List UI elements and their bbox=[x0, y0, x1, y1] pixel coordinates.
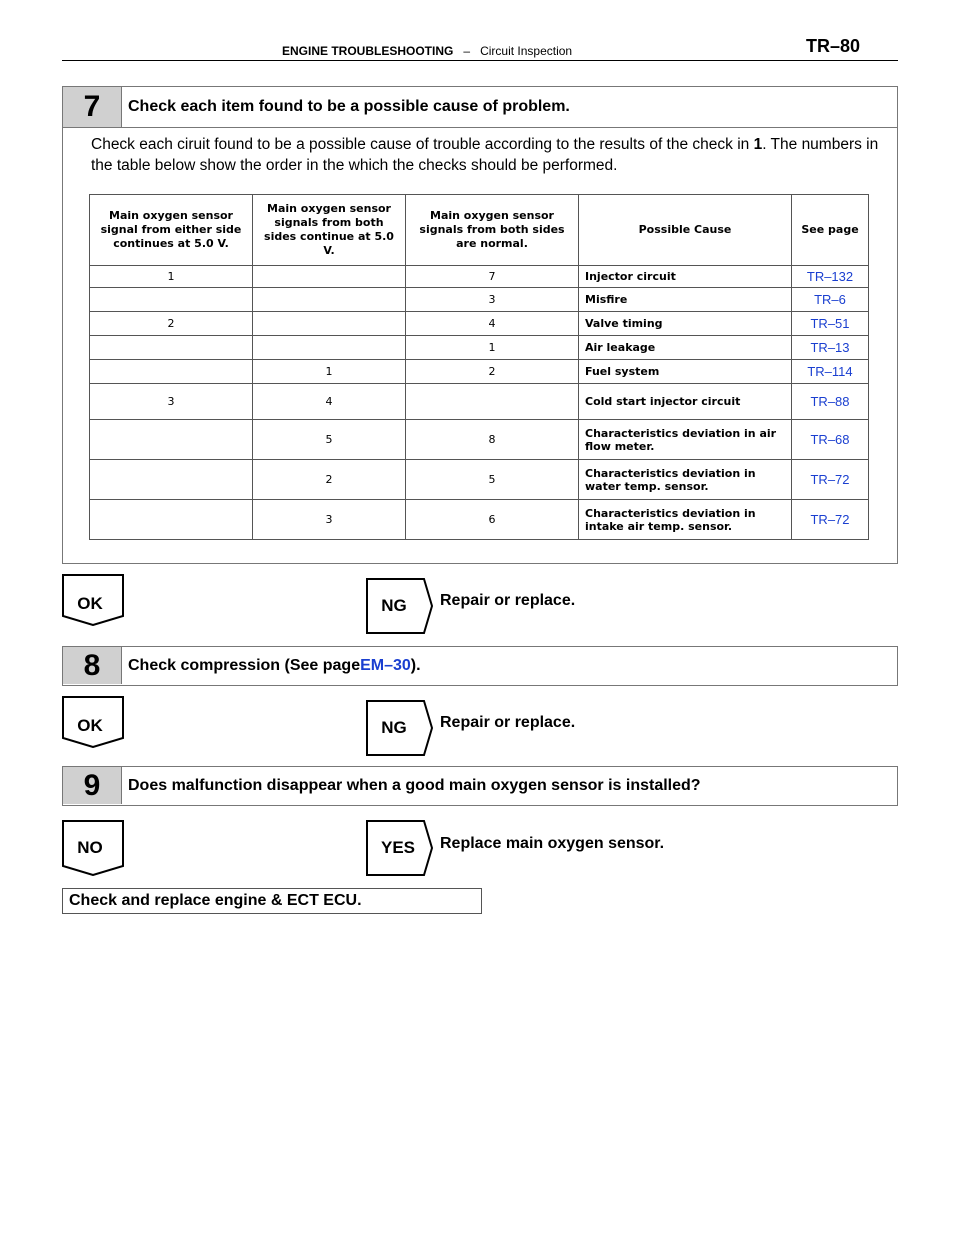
cell-cause: Characteristics deviation in water temp. sensor. bbox=[579, 460, 792, 500]
action-replace-sensor: Replace main oxygen sensor. bbox=[440, 835, 665, 852]
cell-both-5v: 2 bbox=[253, 460, 406, 500]
ng-tag bbox=[366, 700, 426, 760]
em-30-link[interactable]: EM–30 bbox=[360, 656, 411, 674]
header-section: ENGINE TROUBLESHOOTING bbox=[282, 44, 454, 58]
cell-either bbox=[90, 360, 253, 384]
cell-cause: Valve timing bbox=[579, 312, 792, 336]
action-repair-or-replace: Repair or replace. bbox=[440, 592, 576, 609]
step-8-title bbox=[122, 647, 421, 684]
cell-either bbox=[90, 500, 253, 540]
step-9-title: Does malfunction disappear when a good main oxygen sensor is installed? bbox=[128, 776, 701, 794]
step-9-number: 9 bbox=[63, 767, 122, 804]
final-action-box: Check and replace engine & ECT ECU. bbox=[62, 888, 482, 914]
page-link[interactable]: TR–51 bbox=[792, 312, 869, 336]
cell-cause: Air leakage bbox=[579, 336, 792, 360]
page-link[interactable]: TR–72 bbox=[792, 500, 869, 540]
cell-cause: Characteristics deviation in air flow meter. bbox=[579, 420, 792, 460]
header-title bbox=[282, 44, 572, 58]
cell-both-normal: 7 bbox=[406, 266, 579, 288]
header-subsection: Circuit Inspection bbox=[480, 44, 573, 58]
cell-either bbox=[90, 288, 253, 312]
step-8-title-b: ). bbox=[410, 656, 421, 674]
yes-tag bbox=[366, 820, 426, 880]
step-7-number: 7 bbox=[63, 87, 122, 127]
col-header-both-normal: Main oxygen sensor signals from both sides are normal. bbox=[406, 195, 579, 266]
cell-both-5v: 4 bbox=[253, 384, 406, 420]
ok-label: OK bbox=[77, 594, 103, 613]
table-row bbox=[90, 500, 869, 540]
step-7-text-b: . The numbers in the table below show the order in the which the checks should be performed. bbox=[91, 136, 879, 174]
table-row bbox=[90, 336, 869, 360]
cell-either: 2 bbox=[90, 312, 253, 336]
table-row bbox=[90, 360, 869, 384]
ng-label: NG bbox=[381, 596, 407, 615]
cell-both-5v: 3 bbox=[253, 500, 406, 540]
cell-cause: Misfire bbox=[579, 288, 792, 312]
cell-both-normal: 6 bbox=[406, 500, 579, 540]
col-header-possible-cause: Possible Cause bbox=[579, 195, 792, 266]
cell-both-5v bbox=[253, 312, 406, 336]
cell-either: 1 bbox=[90, 266, 253, 288]
step-9-header bbox=[63, 767, 897, 804]
cell-either bbox=[90, 460, 253, 500]
cell-either bbox=[90, 336, 253, 360]
page-link[interactable]: TR–13 bbox=[792, 336, 869, 360]
no-tag bbox=[62, 820, 122, 880]
table-row bbox=[90, 312, 869, 336]
header-rule bbox=[62, 60, 898, 61]
cell-both-5v bbox=[253, 266, 406, 288]
cell-both-5v bbox=[253, 336, 406, 360]
step-8-number: 8 bbox=[63, 647, 122, 684]
page-link[interactable]: TR–88 bbox=[792, 384, 869, 420]
table-row bbox=[90, 266, 869, 288]
table-row bbox=[90, 384, 869, 420]
step-8-title-a: Check compression (See page bbox=[128, 656, 361, 674]
page-link[interactable]: TR–6 bbox=[792, 288, 869, 312]
page-number: TR–80 bbox=[805, 36, 860, 56]
page-link[interactable]: TR–72 bbox=[792, 460, 869, 500]
cell-both-5v: 5 bbox=[253, 420, 406, 460]
step-7-header bbox=[63, 87, 897, 128]
step-8-header bbox=[63, 647, 897, 684]
page-link[interactable]: TR–132 bbox=[792, 266, 869, 288]
page-link[interactable]: TR–114 bbox=[792, 360, 869, 384]
step-7-instructions bbox=[91, 134, 881, 176]
ok-tag bbox=[62, 696, 122, 756]
step-7-text-ref: 1 bbox=[753, 136, 763, 153]
table-row bbox=[90, 420, 869, 460]
cell-cause: Characteristics deviation in intake air temp. sensor. bbox=[579, 500, 792, 540]
step-9-box bbox=[62, 766, 898, 806]
action-repair-or-replace: Repair or replace. bbox=[440, 714, 576, 731]
table-row bbox=[90, 288, 869, 312]
cell-both-normal bbox=[406, 384, 579, 420]
cell-both-normal: 8 bbox=[406, 420, 579, 460]
col-header-either-5v: Main oxygen sensor signal from either side continues at 5.0 V. bbox=[90, 195, 253, 266]
header-separator: – bbox=[463, 44, 471, 58]
col-header-both-5v: Main oxygen sensor signals from both sides continue at 5.0 V. bbox=[253, 195, 406, 266]
table-row bbox=[90, 460, 869, 500]
cell-cause: Fuel system bbox=[579, 360, 792, 384]
step-7-box bbox=[62, 86, 898, 564]
possible-cause-table bbox=[89, 194, 869, 540]
step-7-text-a: Check each ciruit found to be a possible cause of trouble according to the results of the check in bbox=[91, 136, 754, 153]
page-link[interactable]: TR–68 bbox=[792, 420, 869, 460]
cell-both-normal: 1 bbox=[406, 336, 579, 360]
cell-cause: Injector circuit bbox=[579, 266, 792, 288]
step-8-box bbox=[62, 646, 898, 686]
yes-label: YES bbox=[380, 838, 416, 857]
cell-either: 3 bbox=[90, 384, 253, 420]
step-7-title: Check each item found to be a possible cause of problem. bbox=[128, 98, 570, 115]
ng-tag bbox=[366, 578, 426, 638]
col-header-see-page: See page bbox=[792, 195, 869, 266]
cell-both-normal: 5 bbox=[406, 460, 579, 500]
ng-label: NG bbox=[381, 718, 407, 737]
no-label: NO bbox=[77, 838, 103, 857]
cell-both-5v: 1 bbox=[253, 360, 406, 384]
cell-either bbox=[90, 420, 253, 460]
table-header-row bbox=[90, 195, 869, 266]
cell-both-5v bbox=[253, 288, 406, 312]
page-header bbox=[62, 36, 894, 62]
cell-both-normal: 2 bbox=[406, 360, 579, 384]
cell-both-normal: 3 bbox=[406, 288, 579, 312]
ok-label: OK bbox=[77, 716, 103, 735]
ok-tag bbox=[62, 574, 122, 634]
cell-both-normal: 4 bbox=[406, 312, 579, 336]
cell-cause: Cold start injector circuit bbox=[579, 384, 792, 420]
